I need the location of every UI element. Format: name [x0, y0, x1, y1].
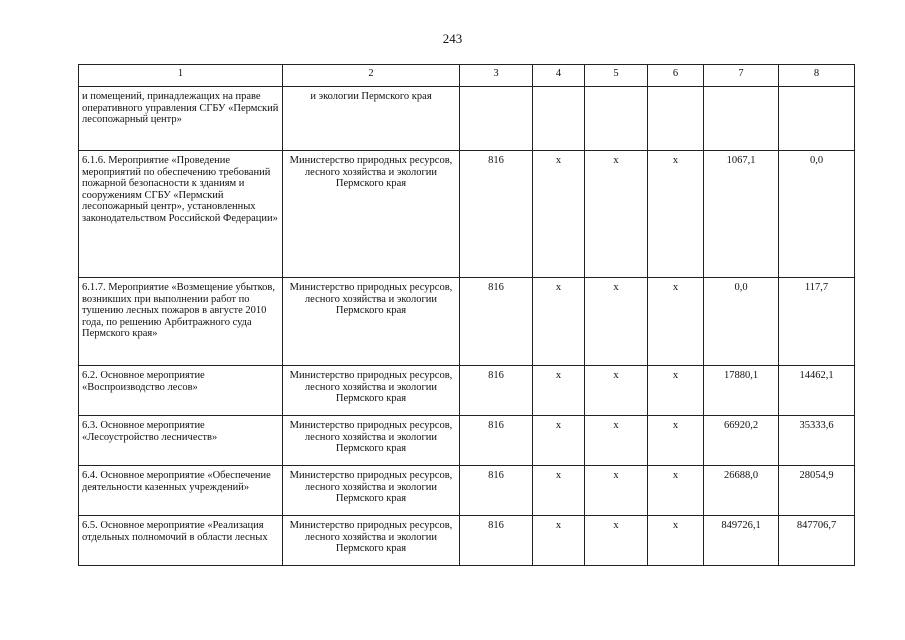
value-cell: 14462,1: [779, 366, 855, 416]
marker-cell: x: [585, 366, 648, 416]
marker-cell: x: [533, 151, 585, 278]
value-cell: 117,7: [779, 278, 855, 366]
activity-cell: 6.4. Основное мероприятие «Обеспечение деятельности казенных учреждений»: [79, 466, 283, 516]
executor-cell: и экологии Пермского края: [283, 87, 460, 151]
value-cell: [779, 87, 855, 151]
value-cell: [704, 87, 779, 151]
marker-cell: x: [585, 516, 648, 566]
value-cell: 35333,6: [779, 416, 855, 466]
table-row: [79, 278, 855, 366]
value-cell: 66920,2: [704, 416, 779, 466]
table-row: [79, 466, 855, 516]
header-row: [79, 65, 855, 87]
activity-cell: 6.2. Основное мероприятие «Воспроизводство лесов»: [79, 366, 283, 416]
code-cell: 816: [460, 516, 533, 566]
marker-cell: x: [648, 151, 704, 278]
marker-cell: x: [533, 516, 585, 566]
table-row: [79, 151, 855, 278]
marker-cell: x: [648, 466, 704, 516]
table-row: [79, 416, 855, 466]
marker-cell: x: [585, 416, 648, 466]
code-cell: 816: [460, 366, 533, 416]
executor-cell: Министерство природных ресурсов, лесного хозяйства и экологии Пермского края: [283, 516, 460, 566]
code-cell: 816: [460, 416, 533, 466]
column-header: 4: [533, 65, 585, 87]
code-cell: 816: [460, 151, 533, 278]
column-header: 2: [283, 65, 460, 87]
code-cell: 816: [460, 466, 533, 516]
value-cell: 1067,1: [704, 151, 779, 278]
marker-cell: x: [585, 151, 648, 278]
marker-cell: x: [648, 366, 704, 416]
value-cell: 0,0: [779, 151, 855, 278]
value-cell: 17880,1: [704, 366, 779, 416]
value-cell: 847706,7: [779, 516, 855, 566]
column-header: 1: [79, 65, 283, 87]
marker-cell: x: [533, 366, 585, 416]
column-header: 8: [779, 65, 855, 87]
marker-cell: [585, 87, 648, 151]
executor-cell: Министерство природных ресурсов, лесного хозяйства и экологии Пермского края: [283, 278, 460, 366]
marker-cell: x: [648, 416, 704, 466]
marker-cell: x: [585, 278, 648, 366]
marker-cell: x: [533, 278, 585, 366]
value-cell: 26688,0: [704, 466, 779, 516]
executor-cell: Министерство природных ресурсов, лесного хозяйства и экологии Пермского края: [283, 416, 460, 466]
column-header: 6: [648, 65, 704, 87]
table-row: [79, 366, 855, 416]
activity-cell: 6.1.7. Мероприятие «Возмещение убытков, возникших при выполнении работ по тушению лесных пожаров в августе 2010 года, по решению Арбитражного суда Пермского края»: [79, 278, 283, 366]
executor-cell: Министерство природных ресурсов, лесного хозяйства и экологии Пермского края: [283, 151, 460, 278]
column-header: 7: [704, 65, 779, 87]
activity-cell: 6.3. Основное мероприятие «Лесоустройство лесничеств»: [79, 416, 283, 466]
table-row: [79, 87, 855, 151]
column-header: 5: [585, 65, 648, 87]
activity-cell: 6.1.6. Мероприятие «Проведение мероприятий по обеспечению требований пожарной безопасности к зданиям и сооружениям СГБУ «Пермский лесопожарный центр», установленных законодательством Российской Федерации»: [79, 151, 283, 278]
table-row: [79, 516, 855, 566]
marker-cell: x: [648, 516, 704, 566]
marker-cell: [533, 87, 585, 151]
value-cell: 28054,9: [779, 466, 855, 516]
executor-cell: Министерство природных ресурсов, лесного хозяйства и экологии Пермского края: [283, 466, 460, 516]
marker-cell: x: [533, 466, 585, 516]
value-cell: 0,0: [704, 278, 779, 366]
marker-cell: x: [585, 466, 648, 516]
executor-cell: Министерство природных ресурсов, лесного хозяйства и экологии Пермского края: [283, 366, 460, 416]
activity-cell: 6.5. Основное мероприятие «Реализация отдельных полномочий в области лесных: [79, 516, 283, 566]
marker-cell: x: [648, 278, 704, 366]
value-cell: 849726,1: [704, 516, 779, 566]
data-table: [78, 64, 855, 566]
code-cell: 816: [460, 278, 533, 366]
page-number: 243: [442, 31, 463, 46]
code-cell: [460, 87, 533, 151]
marker-cell: [648, 87, 704, 151]
activity-cell: и помещений, принадлежащих на праве оперативного управления СГБУ «Пермский лесопожарный центр»: [79, 87, 283, 151]
column-header: 3: [460, 65, 533, 87]
marker-cell: x: [533, 416, 585, 466]
